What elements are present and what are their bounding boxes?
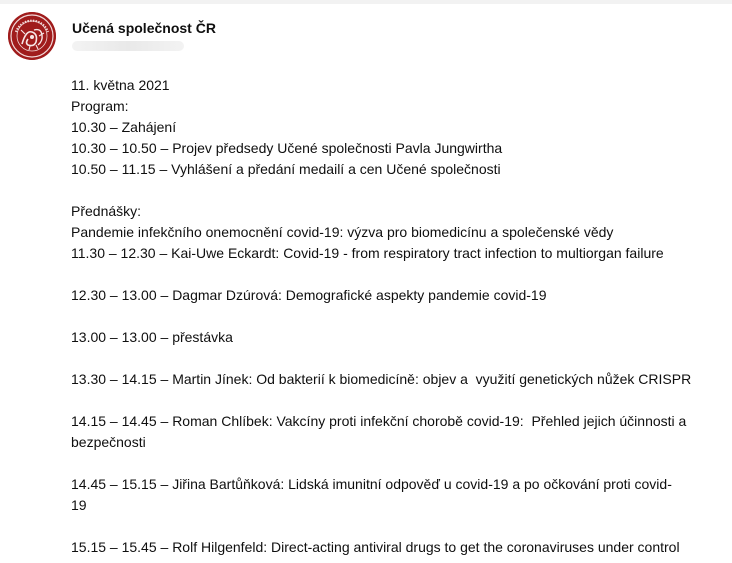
description-blank-line	[71, 180, 721, 201]
society-seal-icon	[8, 12, 56, 60]
description-blank-line	[71, 306, 721, 327]
description-blank-line	[71, 348, 721, 369]
description-line: 11.30 – 12.30 – Kai-Uwe Eckardt: Covid-19 - from respiratory tract infection to multiorgan failure	[71, 245, 664, 261]
description-line: Přednášky:	[71, 203, 142, 219]
description-blank-line	[71, 516, 721, 537]
description-line: 15.15 – 15.45 – Rolf Hilgenfeld: Direct-acting antiviral drugs to get the coronaviruses under control	[71, 539, 680, 555]
description-line: 11. května 2021	[71, 77, 170, 93]
top-band	[0, 0, 732, 4]
description-line: 14.15 – 14.45 – Roman Chlíbek: Vakcíny proti infekční chorobě covid-19: Přehled jejich účinnosti a	[71, 413, 687, 429]
description-line: 14.45 – 15.15 – Jiřina Bartůňková: Lidská imunitní odpověď u covid-19 a po očkování proti covid-	[71, 476, 672, 492]
channel-avatar[interactable]	[8, 12, 56, 60]
description-line: bezpečnosti	[71, 434, 146, 450]
description-line: 12.30 – 13.00 – Dagmar Dzúrová: Demografické aspekty pandemie covid-19	[71, 287, 547, 303]
description-blank-line	[71, 453, 721, 474]
description-blank-line	[71, 390, 721, 411]
subscriber-count-placeholder	[72, 41, 184, 51]
description-line: 10.30 – Zahájení	[71, 119, 177, 135]
description-line: Program:	[71, 98, 129, 114]
channel-name[interactable]: Učená společnost ČR	[72, 20, 216, 36]
video-description	[71, 75, 721, 558]
description-line: 10.30 – 10.50 – Projev předsedy Učené společnosti Pavla Jungwirtha	[71, 140, 503, 156]
description-line: 10.50 – 11.15 – Vyhlášení a předání medailí a cen Učené společnosti	[71, 161, 501, 177]
description-line: 19	[71, 497, 87, 513]
description-blank-line	[71, 264, 721, 285]
description-line: Pandemie infekčního onemocnění covid-19: výzva pro biomedicínu a společenské vědy	[71, 224, 614, 240]
description-line: 13.30 – 14.15 – Martin Jínek: Od bakterií k biomedicíně: objev a využití genetických nůžek CRISPR	[71, 371, 692, 387]
description-line: 13.00 – 13.00 – přestávka	[71, 329, 233, 345]
